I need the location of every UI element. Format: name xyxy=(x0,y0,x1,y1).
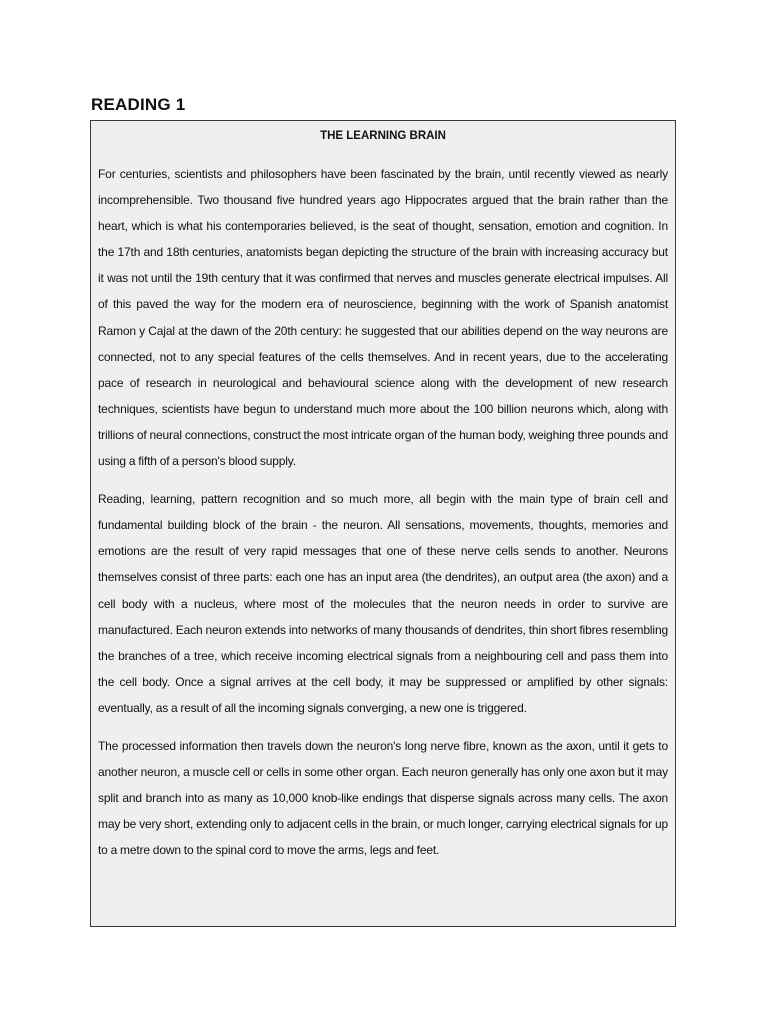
reading-passage-box xyxy=(90,120,676,927)
passage-paragraph-1: For centuries, scientists and philosophers have been fascinated by the brain, until recently viewed as nearly incomprehensible. Two thousand five hundred years ago Hippocrates argued that the brain rather than the heart, which is what his contemporaries believed, is the seat of thought, sensation, emotion and cognition. In the 17th and 18th centuries, anatomists began depicting the structure of the brain with increasing accuracy but it was not until the 19th century that it was confirmed that nerves and muscles generate electrical impulses. All of this paved the way for the modern era of neuroscience, beginning with the work of Spanish anatomist Ramon y Cajal at the dawn of the 20th century: he suggested that our abilities depend on the way neurons are connected, not to any special features of the cells themselves. And in recent years, due to the accelerating pace of research in neurological and behavioural science along with the development of new research techniques, scientists have begun to understand much more about the 100 billion neurons which, along with trillions of neural connections, construct the most intricate organ of the human body, weighing three pounds and using a fifth of a person's blood supply. xyxy=(98,167,668,469)
section-heading: READING 1 xyxy=(91,95,186,114)
passage-title: THE LEARNING BRAIN xyxy=(320,130,446,142)
passage-paragraph-3: The processed information then travels down the neuron's long nerve fibre, known as the axon, until it gets to another neuron, a muscle cell or cells in some other organ. Each neuron generally has only one axon but it may split and branch into as many as 10,000 knob-like endings that disperse signals across many cells. The axon may be very short, extending only to adjacent cells in the brain, or much longer, carrying electrical signals for up to a metre down to the spinal cord to move the arms, legs and feet. xyxy=(98,738,668,858)
passage-paragraph-2: Reading, learning, pattern recognition and so much more, all begin with the main type of brain cell and fundamental building block of the brain - the neuron. All sensations, movements, thoughts, memories and emotions are the result of very rapid messages that one of these nerve cells sends to another. Neurons themselves consist of three parts: each one has an input area (the dendrites), an output area (the axon) and a cell body with a nucleus, where most of the molecules that the neuron needs in order to survive are manufactured. Each neuron extends into networks of many thousands of dendrites, thin short fibres resembling the branches of a tree, which receive incoming electrical signals from a neighbouring cell and pass them into the cell body. Once a signal arrives at the cell body, it may be suppressed or amplified by other signals: eventually, as a result of all the incoming signals converging, a new one is triggered. xyxy=(98,492,668,715)
